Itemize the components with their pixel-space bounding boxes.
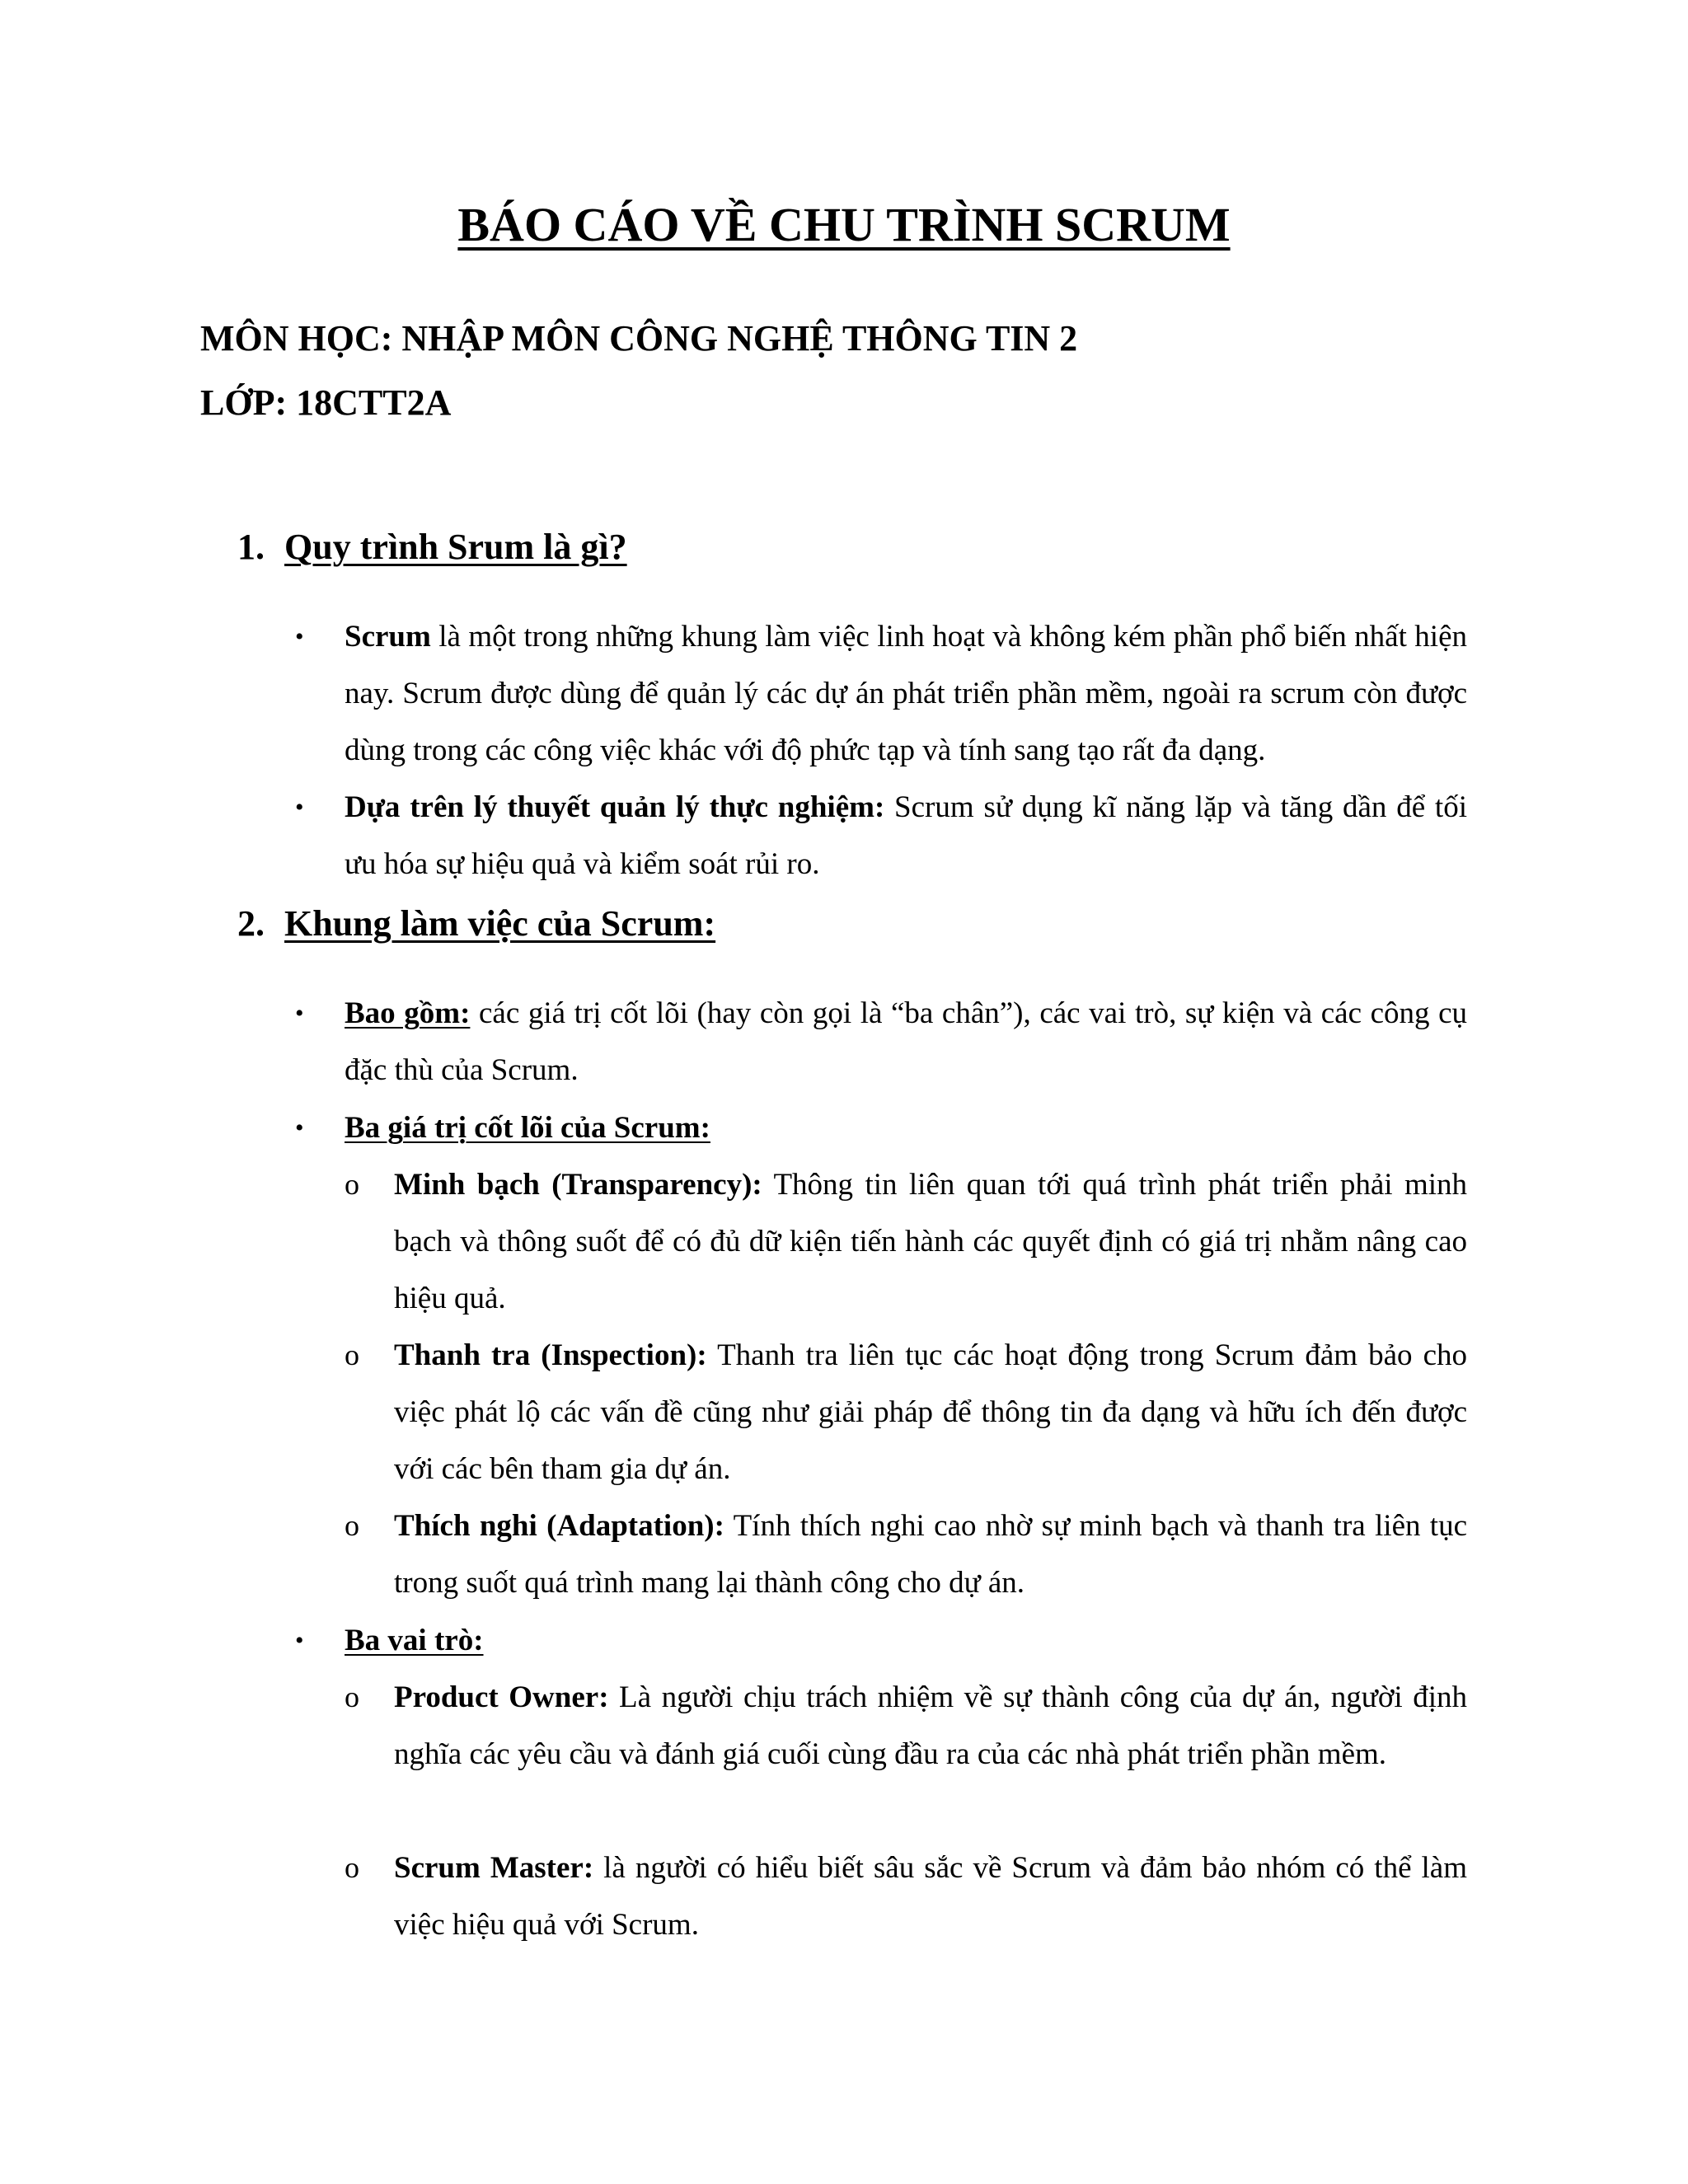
sub-bullet-text: Tính thích nghi cao nhờ sự minh bạch và thanh tra liên tục trong suốt quá trình mang lại thành công cho dự án. (394, 1509, 1468, 1600)
bullet-text: Scrum sử dụng kĩ năng lặp và tăng dần để tối ưu hóa sự hiệu quả và kiểm soát rủi ro. (345, 790, 1467, 881)
sub-bullet-paragraph (345, 1669, 1467, 1783)
section-number: 2. (237, 903, 265, 944)
sub-bullet-text: Thanh tra liên tục các hoạt động trong Scrum đảm bảo cho việc phát lộ các vấn đề cũng như giải pháp để thông tin đa dạng và hữu ích đến được với các bên tham gia dự án. (394, 1338, 1467, 1486)
sub-bullet-paragraph (345, 1327, 1467, 1497)
document-title: BÁO CÁO VỀ CHU TRÌNH SCRUM (457, 198, 1231, 251)
bullet-paragraph (295, 608, 1467, 779)
section-heading-1 (237, 524, 627, 570)
section-title: Quy trình Srum là gì? (284, 527, 627, 567)
section-title: Khung làm việc của Scrum: (284, 903, 716, 944)
bullet-paragraph (295, 1099, 1467, 1156)
circle-bullet-icon: o (345, 1168, 359, 1201)
circle-bullet-icon: o (345, 1338, 359, 1371)
bullet-term: Ba vai trò: (345, 1624, 484, 1657)
circle-bullet-icon: o (345, 1680, 359, 1713)
bullet-icon: • (295, 794, 304, 821)
bullet-paragraph (295, 1612, 1467, 1669)
bullet-term: Ba giá trị cốt lõi của Scrum: (345, 1111, 710, 1145)
sub-bullet-text: Là người chịu trách nhiệm về sự thành công của dự án, người định nghĩa các yêu cầu và đánh giá cuối cùng đầu ra của các nhà phát triển phần mềm. (394, 1680, 1467, 1771)
class-line: LỚP: 18CTT2A (200, 382, 452, 423)
sub-bullet-term: Minh bạch (Transparency): (394, 1168, 762, 1202)
sub-bullet-term: Scrum Master: (394, 1851, 594, 1885)
sub-bullet-term: Product Owner: (394, 1680, 609, 1714)
bullet-text: là một trong những khung làm việc linh hoạt và không kém phần phổ biến nhất hiện nay. Scrum được dùng để quản lý các dự án phát triển phần mềm, ngoài ra scrum còn được dùng trong các công việc khác với độ phức tạp và tính sang tạo rất đa dạng. (345, 620, 1467, 767)
sub-bullet-text: Thông tin liên quan tới quá trình phát triển phải minh bạch và thông suốt để có đủ dữ kiện tiến hành các quyết định có giá trị nhằm nâng cao hiệu quả. (394, 1168, 1468, 1315)
section-heading-2 (237, 901, 715, 947)
sub-bullet-paragraph (345, 1156, 1468, 1327)
bullet-icon: • (295, 1627, 304, 1654)
subject-line: MÔN HỌC: NHẬP MÔN CÔNG NGHỆ THÔNG TIN 2 (200, 318, 1078, 359)
bullet-icon: • (295, 1114, 304, 1141)
sub-bullet-term: Thích nghi (Adaptation): (394, 1509, 724, 1543)
circle-bullet-icon: o (345, 1509, 359, 1542)
bullet-text: các giá trị cốt lõi (hay còn gọi là “ba chân”), các vai trò, sự kiện và các công cụ đặc thù của Scrum. (345, 996, 1467, 1087)
bullet-icon: • (295, 1000, 304, 1027)
sub-bullet-text: là người có hiểu biết sâu sắc về Scrum và đảm bảo nhóm có thể làm việc hiệu quả với Scrum. (394, 1851, 1467, 1942)
bullet-term: Scrum (345, 620, 431, 654)
bullet-term: Bao gồm: (345, 996, 471, 1030)
bullet-paragraph (295, 779, 1467, 893)
bullet-term: Dựa trên lý thuyết quản lý thực nghiệm: (345, 790, 885, 824)
bullet-paragraph (295, 985, 1467, 1099)
bullet-icon: • (295, 623, 304, 650)
sub-bullet-term: Thanh tra (Inspection): (394, 1338, 707, 1372)
section-number: 1. (237, 527, 265, 567)
circle-bullet-icon: o (345, 1851, 359, 1884)
sub-bullet-paragraph (345, 1840, 1467, 1953)
sub-bullet-paragraph (345, 1497, 1468, 1611)
